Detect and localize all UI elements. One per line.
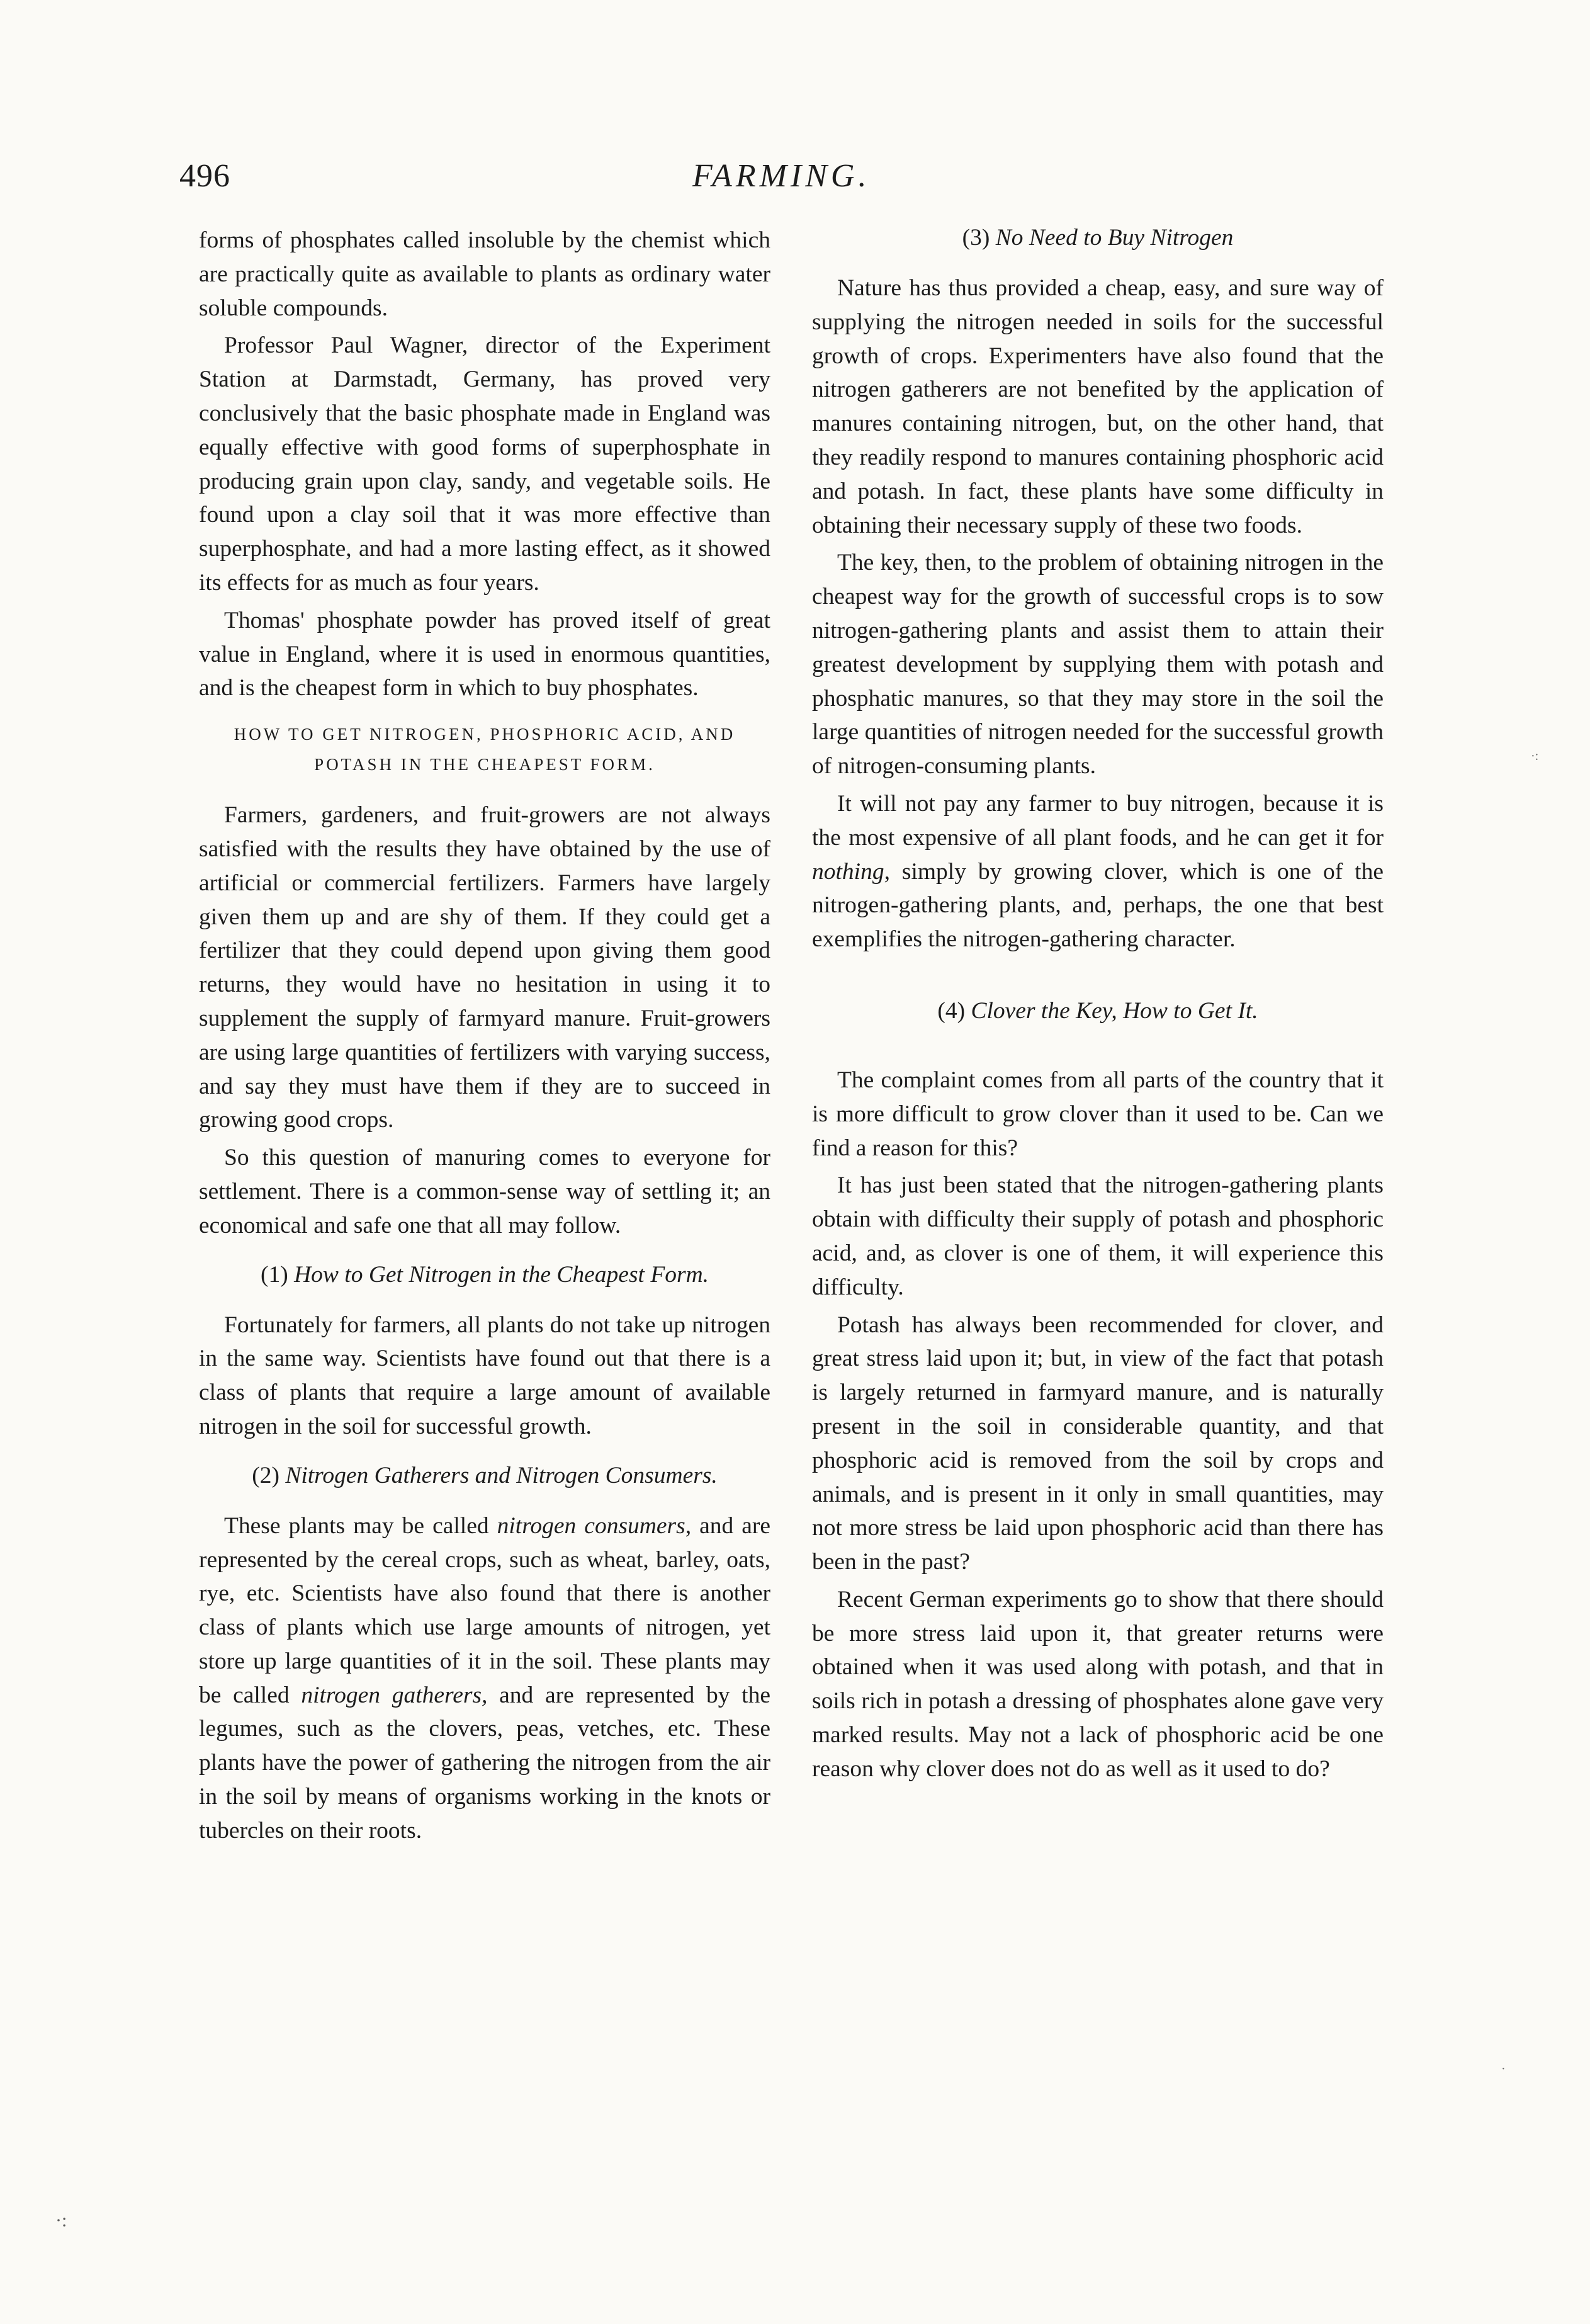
subheading-3 [812, 224, 1384, 252]
paragraph: Potash has always been recommended for clover, and great stress laid upon it; but, in view of the fact that potash is largely returned in farmyard manure, and is naturally present in the soil in considerable quantity, and that phosphoric acid is removed from the soil by crops and animals, and is present in it only in small quantities, may not more stress be laid upon phosphoric acid than there has been in the past? [812, 1312, 1384, 1575]
paragraph: forms of phosphates called insoluble by the chemist which are practically quite as available to plants as ordinary water soluble compounds. [199, 227, 770, 321]
text-run: and are represented by the legumes, such as the clovers, peas, vetches, etc. These plants have the power of gathering the nitrogen from the air in the soil by means of organisms working in the knots or tubercles on their roots. [199, 1682, 770, 1844]
text-run: These plants may be called [224, 1512, 497, 1539]
page-number: 496 [179, 158, 230, 194]
paragraph: Fortunately for farmers, all plants do not take up nitrogen in the same way. Scientists have found out that there is a class of plants that require a large amount of available nitrogen in the soil for successful growth. [199, 1312, 770, 1439]
paragraph: So this question of manuring comes to everyone for settlement. There is a common-sense way of settling it; an economical and safe one that all may follow. [199, 1145, 770, 1239]
right-column [812, 224, 1384, 1790]
italic-term: nitrogen gatherers, [301, 1682, 488, 1708]
paragraph: Farmers, gardeners, and fruit-growers are not always satisfied with the results they have obtained by the use of artificial or commercial fertilizers. Farmers have largely given them up and are shy of them. If they could get a fertilizer that they could depend upon giving them good returns, they would have no hesitation in using it to supplement the supply of farmyard manure. Fruit-growers are using large quantities of fertilizers with varying success, and say they must have them if they are to succeed in growing good crops. [199, 802, 770, 1133]
paragraph: The key, then, to the problem of obtaining nitrogen in the cheapest way for the growth of successful crops is to sow nitrogen-gathering plants and assist them to attain their greatest development by supplying them with potash and phosphatic manures, so that they may store in the soil the large quantities of nitrogen needed for the successful growth of nitrogen-consuming plants. [812, 550, 1384, 779]
subheading-number: (4) [937, 997, 966, 1024]
paragraph: Professor Paul Wagner, director of the Experiment Station at Darmstadt, Germany, has proved very conclusively that the basic phosphate made in England was equally effective with good forms of superphosphate in producing grain upon clay, sandy, and vegetable soils. He found upon a clay soil that it was more effective than superphosphate, and had a more lasting effect, as it showed its effects for as much as four years. [199, 332, 770, 596]
paragraph: Thomas' phosphate powder has proved itself of great value in England, where it is used in enormous quantities, and is the cheapest form in which to buy phosphates. [199, 607, 770, 701]
paragraph: Nature has thus provided a cheap, easy, and sure way of supplying the nitrogen needed in soils for the successful growth of crops. Experimenters have also found that the nitrogen gatherers are not benefited by the application of manures containing nitrogen, but, on the other hand, that they readily respond to manures containing phosphoric acid and potash. In fact, these plants have some difficulty in obtaining their necessary supply of these two foods. [812, 275, 1384, 538]
subheading-number: (2) [252, 1462, 279, 1488]
subheading-title: Nitrogen Gatherers and Nitrogen Consumers. [285, 1462, 718, 1488]
paragraph: The complaint comes from all parts of the country that it is more difficult to grow clover than it used to be. Can we find a reason for this? [812, 1067, 1384, 1161]
text-run: and are represented by the cereal crops, such as wheat, barley, oats, rye, etc. Scientists have also found that there is another class of plants which use large amounts of nitrogen, yet store up large quantities of it in the soil. These plants may be called [199, 1512, 771, 1708]
text-run: It will not pay any farmer to buy nitrogen, because it is the most expensive of all plant foods, and he can get it for [812, 790, 1384, 851]
margin-speck: · [1501, 2062, 1506, 2076]
margin-speck: ·: [1531, 749, 1539, 763]
italic-term: nitrogen consumers, [497, 1512, 692, 1539]
running-title: FARMING. [692, 158, 871, 194]
scan-speck: ·: [55, 2210, 67, 2231]
italic-term: nothing, [812, 858, 890, 885]
subheading-1 [199, 1261, 770, 1290]
subheading-title: No Need to Buy Nitrogen [995, 225, 1234, 251]
paragraph [199, 1509, 770, 1848]
section-heading: HOW TO GET NITROGEN, PHOSPHORIC ACID, AND POTASH IN THE CHEAPEST FORM. [234, 725, 736, 774]
subheading-4 [812, 997, 1384, 1026]
subheading-number: (1) [260, 1261, 288, 1288]
subheading-2 [199, 1461, 770, 1490]
subheading-title: How to Get Nitrogen in the Cheapest Form. [294, 1261, 709, 1288]
subheading-number: (3) [962, 225, 990, 251]
paragraph: It has just been stated that the nitrogen-gathering plants obtain with difficulty their supply of potash and phosphoric acid, and, as clover is one of them, it will experience this difficulty. [812, 1172, 1384, 1300]
paragraph [812, 787, 1384, 956]
text-run: simply by growing clover, which is one of the nitrogen-gathering plants, and, perhaps, the one that best exemplifies the nitrogen-gathering character. [812, 858, 1384, 953]
left-column [199, 224, 770, 1852]
subheading-title: Clover the Key, How to Get It. [971, 997, 1258, 1024]
paragraph: Recent German experiments go to show that there should be more stress laid upon it, that greater returns were obtained when it was used along with potash, and that in soils rich in potash a dressing of phosphates alone gave very marked results. May not a lack of phosphoric acid be one reason why clover does not do as well as it used to do? [812, 1586, 1384, 1782]
